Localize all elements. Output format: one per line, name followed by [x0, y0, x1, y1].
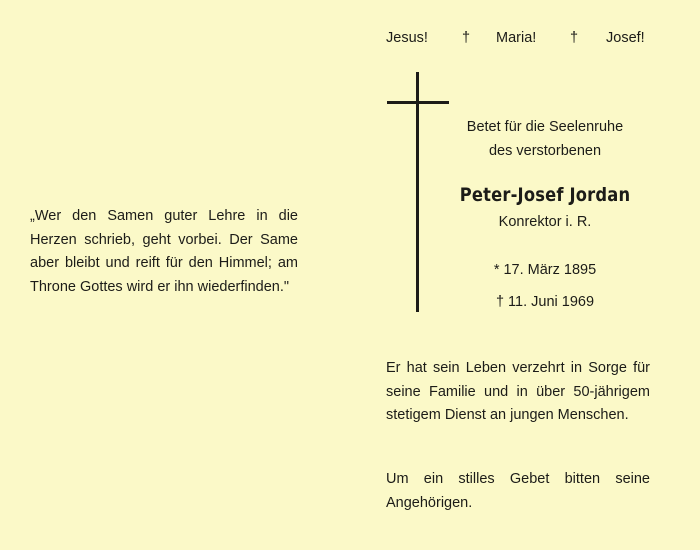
quote-text: „Wer den Samen guter Lehre in die Herzen schrieb, geht vorbei. Der Same aber bleibt und reift für den Himmel; am Throne Gottes wird er ihn wiederfinden."	[30, 208, 298, 295]
invocation-jesus: Jesus!	[386, 30, 428, 46]
tribute-text: Er hat sein Leben verzehrt in Sorge für seine Familie und in über 50-jährigem stetigem Dienst an jungen Menschen.	[386, 360, 650, 423]
death-date: † 11. Juni 1969	[495, 294, 595, 310]
cross-icon-horizontal	[387, 101, 449, 104]
birth-date: * 17. März 1895	[493, 262, 597, 278]
cross-icon-vertical	[416, 72, 419, 312]
intro-line-2: des verstorbenen	[488, 143, 602, 159]
invocation-josef: Josef!	[606, 30, 645, 46]
header-invocation	[386, 30, 650, 52]
deceased-name: Peter-Josef Jordan	[459, 184, 631, 206]
closing-text: Um ein stilles Gebet bitten seine Angehörigen.	[386, 471, 650, 511]
deceased-title: Konrektor i. R.	[498, 214, 592, 230]
invocation-maria: Maria!	[496, 30, 537, 46]
cross-glyph-2: †	[570, 30, 579, 46]
cross-glyph-1: †	[462, 30, 471, 46]
intro-line-1: Betet für die Seelenruhe	[466, 119, 624, 135]
